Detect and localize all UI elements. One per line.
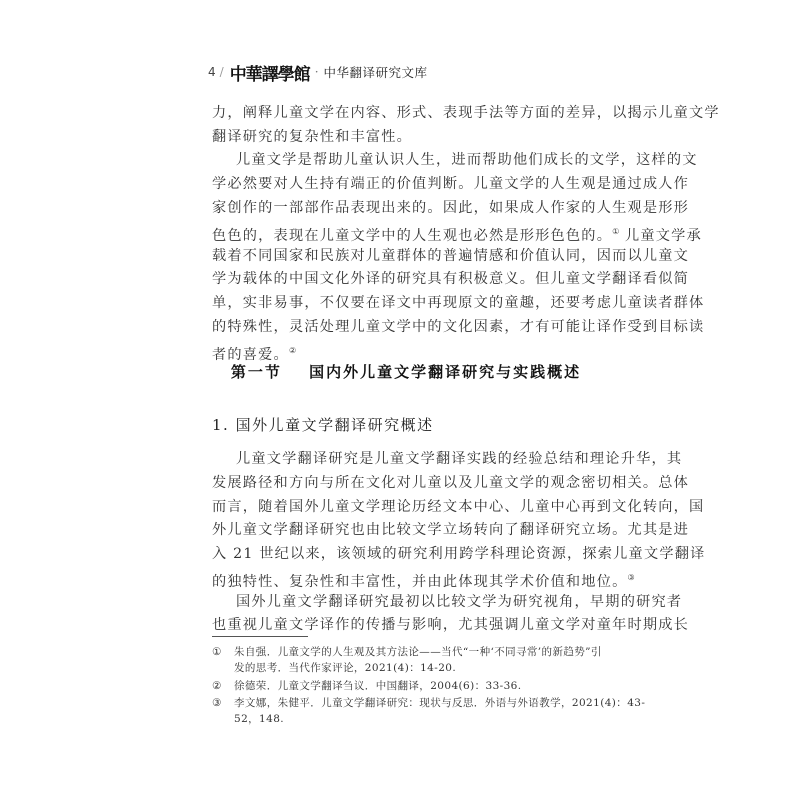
body-text: 色色的，表现在儿童文学中的人生观也必然是形形色色的。 (212, 228, 613, 244)
body-text: 者的喜爱。 (212, 347, 289, 363)
body-line: 翻译研究的复杂性和丰富性。 (212, 129, 413, 145)
footnote-1 (212, 645, 600, 659)
body-line: 而言，随着国外儿童文学理论历经文本中心、儿童中心再到文化转向，国 (212, 499, 705, 515)
body-line (212, 222, 702, 246)
body-line: 力，阐释儿童文学在内容、形式、表现手法等方面的差异，以揭示儿童文学 (212, 105, 720, 121)
footnote-mark: ① (212, 646, 222, 658)
footnote-3-cont: 52，148. (234, 713, 285, 725)
body-line: 国外儿童文学翻译研究最初以比较文学为研究视角，早期的研究者 (236, 594, 683, 610)
body-line: 家创作的一部部作品表现出来的。因此，如果成人作家的人生观是形形 (212, 200, 690, 216)
footnote-ref[interactable]: ① (612, 227, 620, 236)
footnote-divider (212, 636, 308, 637)
footnote-2 (212, 679, 600, 693)
footnote-text: 李文娜，朱健平．儿童文学翻译研究：现状与反思．外语与外语教学，2021(4)：43- (234, 697, 646, 709)
body-line: 学为载体的中国文化外译的研究具有积极意义。但儿童文学翻译看似简 (212, 271, 690, 287)
footnote-ref[interactable]: ② (288, 346, 297, 355)
section-number: 第一节 (230, 363, 282, 381)
footnote-text: 徐德荣．儿童文学翻译刍议．中国翻译，2004(6)：33-36. (234, 680, 522, 692)
body-line (212, 568, 635, 592)
body-line: 入 21 世纪以来，该领域的研究利用跨学科理论资源，探索儿童文学翻译 (212, 546, 706, 562)
body-text: 的独特性、复杂性和丰富性，并由此体现其学术价值和地位。 (212, 574, 628, 590)
body-line: 的特殊性，灵活处理儿童文学中的文化因素，才有可能让译作受到目标读 (212, 319, 705, 335)
footnote-ref[interactable]: ③ (627, 573, 635, 582)
body-line: 学必然要对人生持有端正的价值判断。儿童文学的人生观是通过成人作 (212, 176, 690, 192)
body-line: 发展路径和方向与所在文化对儿童以及儿童文学的观念密切相关。总体 (212, 475, 690, 491)
body-line: 单，实非易事，不仅要在译文中再现原文的童趣，还要考虑儿童读者群体 (212, 295, 705, 311)
footnote-1-cont: 发的思考．当代作家评论，2021(4)：14-20. (234, 662, 457, 674)
body-text: 儿童文学承 (619, 228, 702, 244)
publisher-logo: 中華譯學館 (229, 64, 310, 85)
body-line: 儿童文学翻译研究是儿童文学翻译实践的经验总结和理论升华，其 (236, 451, 683, 467)
page-number: 4 (208, 65, 216, 79)
footnote-mark: ③ (212, 697, 222, 709)
footnote-mark: ② (212, 680, 222, 692)
body-line: 儿童文学是帮助儿童认识人生，进而帮助他们成长的文学，这样的文 (236, 152, 698, 168)
running-head-separator: / (219, 65, 224, 79)
series-title: 中华翻译研究文库 (323, 65, 428, 80)
footnote-3 (212, 696, 646, 710)
footnote-text: 朱自强．儿童文学的人生观及其方法论——当代“一种‘不同寻常’的新趋势”引 (234, 646, 602, 658)
running-head-dot: · (314, 65, 319, 79)
running-head (208, 62, 428, 85)
body-line: 载着不同国家和民族对儿童群体的普遍情感和价值认同，因而以儿童文 (212, 248, 690, 264)
body-line: 也重视儿童文学译作的传播与影响，尤其强调儿童文学对童年时期成长 (212, 617, 690, 633)
section-heading (212, 361, 600, 382)
subsection-heading: 1. 国外儿童文学翻译研究概述 (212, 416, 434, 434)
section-title: 国内外儿童文学翻译研究与实践概述 (309, 363, 582, 381)
body-line: 外儿童文学翻译研究也由比较文学立场转向了翻译研究立场。尤其是进 (212, 522, 690, 538)
